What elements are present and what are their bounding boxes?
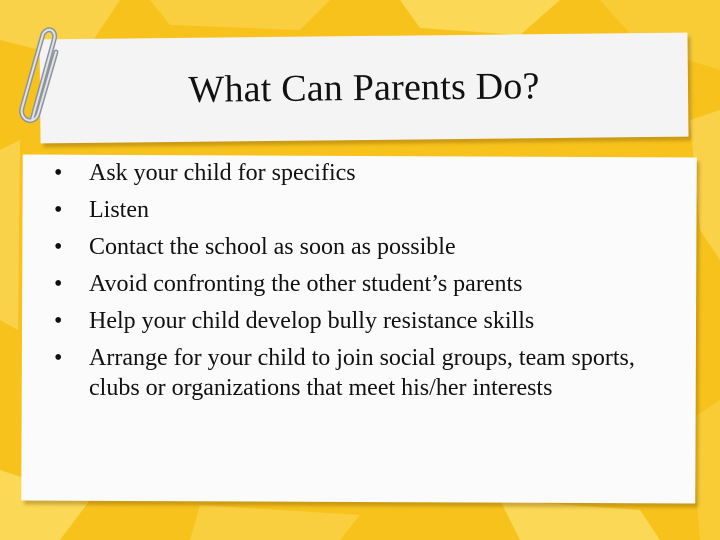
bullet-item bbox=[54, 343, 654, 403]
paperclip-icon bbox=[10, 22, 68, 134]
slide-title: What Can Parents Do? bbox=[188, 65, 540, 111]
bullet-dot: • bbox=[54, 345, 63, 371]
bullet-text: Ask your child for specifics bbox=[89, 160, 356, 186]
bullet-list bbox=[54, 158, 654, 410]
bullet-text: Arrange for your child to join social groups, team sports, clubs or organizations that meet his/her interests bbox=[89, 345, 635, 401]
bullet-dot: • bbox=[54, 197, 63, 223]
bullet-item bbox=[54, 158, 654, 188]
bullet-item bbox=[54, 195, 654, 225]
bullet-text: Contact the school as soon as possible bbox=[89, 234, 456, 260]
bullet-dot: • bbox=[54, 271, 63, 297]
bullet-text: Help your child develop bully resistance skills bbox=[89, 308, 535, 334]
bullet-text: Avoid confronting the other student’s parents bbox=[89, 271, 523, 297]
title-card bbox=[39, 33, 688, 144]
bullet-dot: • bbox=[54, 160, 63, 186]
bullet-item bbox=[54, 232, 654, 262]
bullet-item bbox=[54, 306, 654, 336]
bullet-dot: • bbox=[54, 308, 63, 334]
bullet-text: Listen bbox=[89, 197, 149, 223]
bullet-item bbox=[54, 269, 654, 299]
bullet-dot: • bbox=[54, 234, 63, 260]
